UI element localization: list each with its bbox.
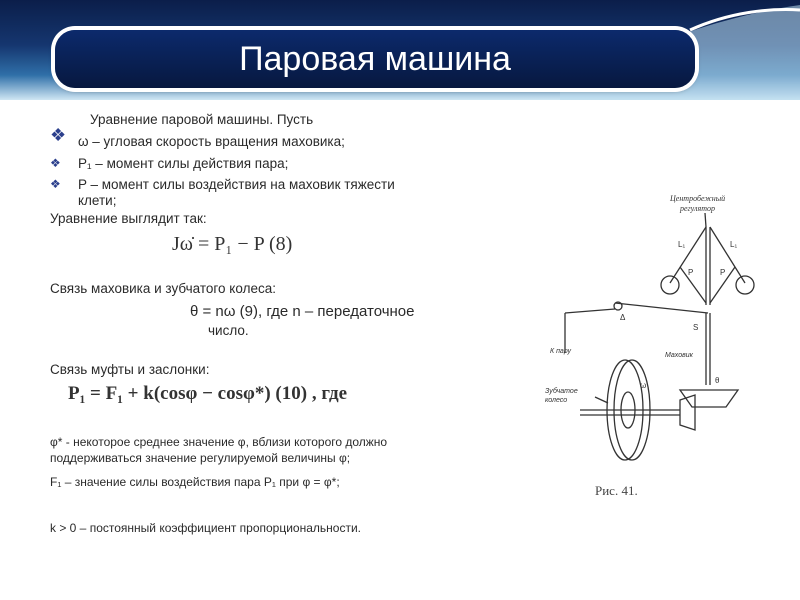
svg-text:θ: θ [715, 376, 720, 385]
page-title: Паровая машина [239, 40, 511, 78]
label-flywheel: Маховик [665, 352, 693, 359]
svg-text:P: P [688, 268, 694, 277]
bullet-icon: ❖ [50, 125, 67, 145]
equation-10: P₁ = F₁ + k(cosφ − cosφ*) (10) , где [68, 383, 348, 404]
label-gear: Зубчатое [545, 388, 578, 395]
intro-text: Уравнение паровой машины. Пусть [90, 112, 314, 127]
svg-text:L₁: L₁ [730, 240, 738, 249]
bullet-p-a: P – момент силы воздействия на маховик тяжести [78, 177, 395, 192]
svg-text:ω: ω [640, 381, 647, 390]
label-regulator: Центробежный [670, 194, 726, 203]
phi-star-def-cont: поддерживаться значение регулируемой величины φ; [50, 451, 351, 465]
label-gear-2: колесо [545, 397, 568, 404]
k-def: k > 0 – постоянный коэффициент пропорциональности. [50, 521, 361, 535]
f1-def: F₁ – значение силы воздействия пара P₁ при φ = φ*; [50, 475, 340, 489]
figure-caption: Рис. 41. [595, 483, 638, 498]
label-steam: К пару [550, 348, 571, 355]
svg-text:Δ: Δ [620, 313, 626, 322]
equation-intro: Уравнение выглядит так: [50, 211, 207, 226]
bullet-icon: ❖ [50, 156, 61, 170]
bullet-p1: P₁ – момент силы действия пара; [78, 156, 289, 171]
phi-star-def: φ* - некоторое среднее значение φ, вблизи которого должно [50, 435, 388, 449]
bullet-p-b: клети; [78, 193, 117, 208]
svg-text:S: S [693, 323, 699, 332]
svg-text:L₁: L₁ [678, 240, 686, 249]
link-flywheel-gear: Связь маховика и зубчатого колеса: [50, 281, 276, 296]
bullet-icon: ❖ [50, 177, 61, 191]
bullet-omega: ω – угловая скорость вращения маховика; [78, 134, 345, 149]
svg-text:P: P [720, 268, 726, 277]
equation-8: Jω̇ = P₁ − P (8) [172, 233, 293, 255]
equation-9: θ = nω (9), где n – передаточное [190, 303, 415, 320]
equation-9-cont: число. [208, 323, 249, 338]
steam-engine-figure [520, 185, 780, 485]
label-regulator-2: регулятор [680, 204, 715, 213]
link-coupling-valve: Связь муфты и заслонки: [50, 362, 210, 377]
